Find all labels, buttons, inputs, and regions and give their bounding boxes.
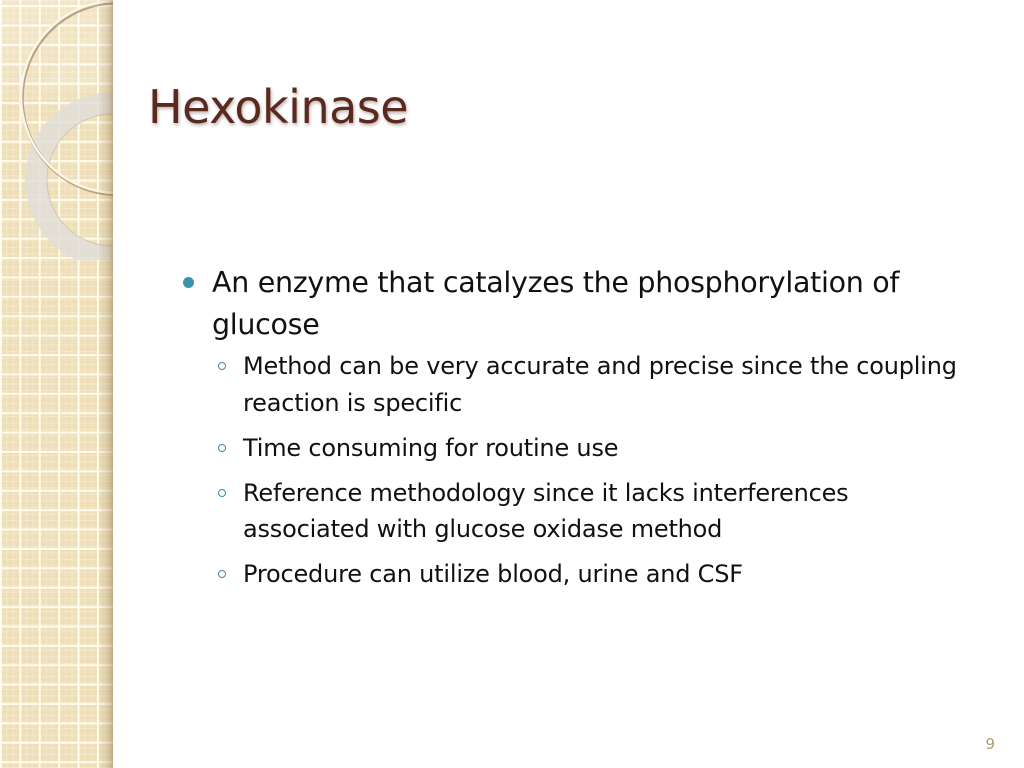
sidebar-edge-shadow [98, 0, 113, 768]
hollow-circle-bullet-icon [218, 489, 226, 497]
sub-bullet-text: Procedure can utilize blood, urine and CSF [243, 560, 743, 588]
sub-bullet-text: Time consuming for routine use [243, 433, 619, 462]
sub-bullet-list [180, 348, 980, 593]
sub-bullet-item [180, 348, 980, 421]
hollow-circle-bullet-icon [218, 362, 226, 370]
page-number: 9 [985, 735, 995, 753]
bullet-text: An enzyme that catalyzes the phosphorylation of glucose [212, 266, 900, 341]
hollow-circle-bullet-icon [218, 570, 226, 578]
slide-body [180, 262, 980, 601]
filled-dot-bullet-icon [183, 277, 194, 288]
sub-bullet-text: Method can be very accurate and precise since the coupling reaction is specific [243, 352, 957, 417]
sub-bullet-text: Reference methodology since it lacks interferences associated with glucose oxidase method [243, 478, 849, 543]
sub-bullet-item [180, 430, 980, 467]
sub-bullet-item [180, 556, 980, 593]
slide-title: Hexokinase [148, 80, 409, 134]
bullet-item [180, 262, 980, 346]
hollow-circle-bullet-icon [218, 444, 226, 452]
decorative-circles-icon [0, 0, 113, 260]
sub-bullet-item [180, 475, 980, 548]
